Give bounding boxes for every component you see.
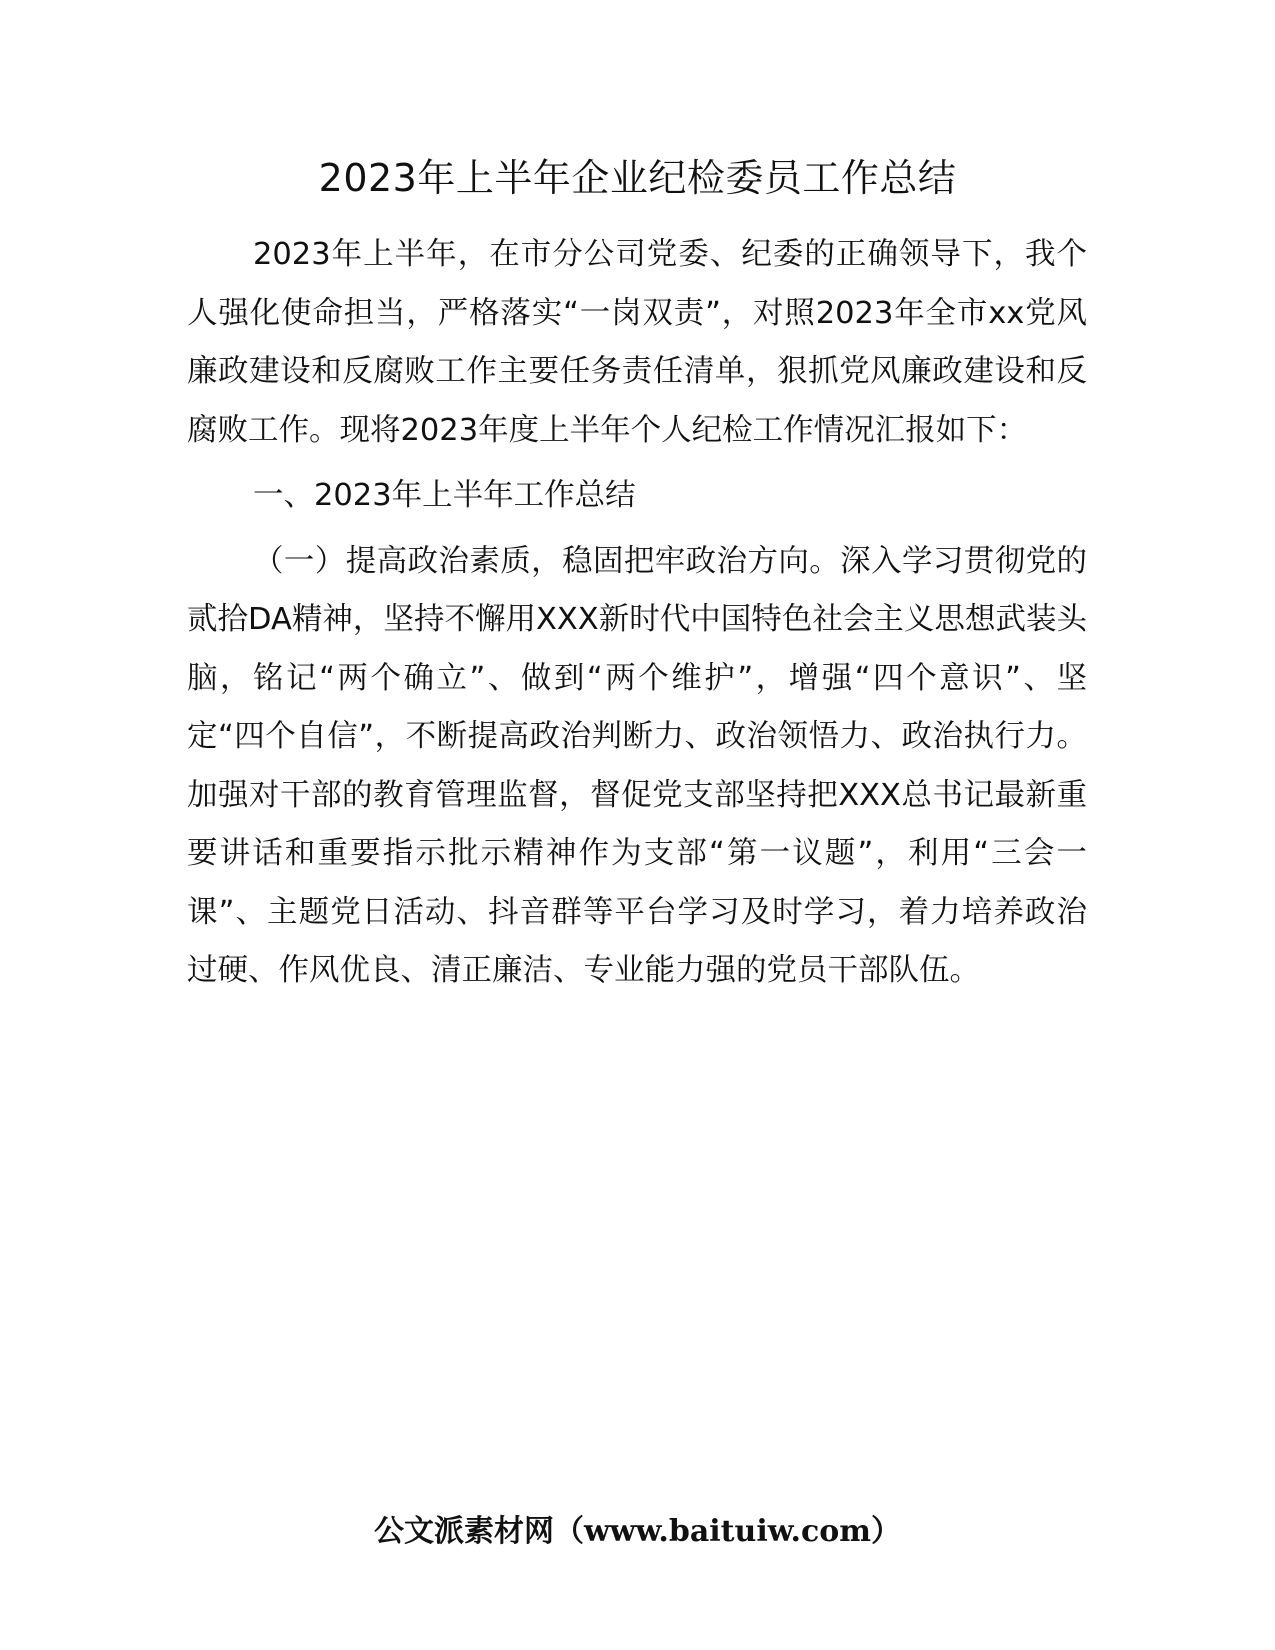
- document-title: 2023年上半年企业纪检委员工作总结: [318, 156, 957, 200]
- subsection-paragraph: （一）提高政治素质，稳固把牢政治方向。深入学习贯彻党的贰拾DA精神，坚持不懈用XXX新时代中国特色社会主义思想武装头脑，铭记“两个确立”、做到“两个维护”，增强“四个意识”、坚定“四个自信”，不断提高政治判断力、政治领悟力、政治执行力。加强对干部的教育管理监督，督促党支部坚持把XXX总书记最新重要讲话和重要指示批示精神作为支部“第一议题”，利用“三会一课”、主题党日活动、抖音群等平台学习及时学习，着力培养政治过硬、作风优良、清正廉洁、专业能力强的党员干部队伍。: [187, 543, 1087, 988]
- section-heading: 一、2023年上半年工作总结: [253, 478, 636, 513]
- intro-paragraph: 2023年上半年，在市分公司党委、纪委的正确领导下，我个人强化使命担当，严格落实“一岗双责”，对照2023年全市xx党风廉政建设和反腐败工作主要任务责任清单，狠抓党风廉政建设和反腐败工作。现将2023年度上半年个人纪检工作情况汇报如下：: [187, 237, 1087, 448]
- footer-watermark: 公文派素材网（www.baituiw.com）: [373, 1514, 902, 1549]
- document-body: [187, 226, 1087, 1001]
